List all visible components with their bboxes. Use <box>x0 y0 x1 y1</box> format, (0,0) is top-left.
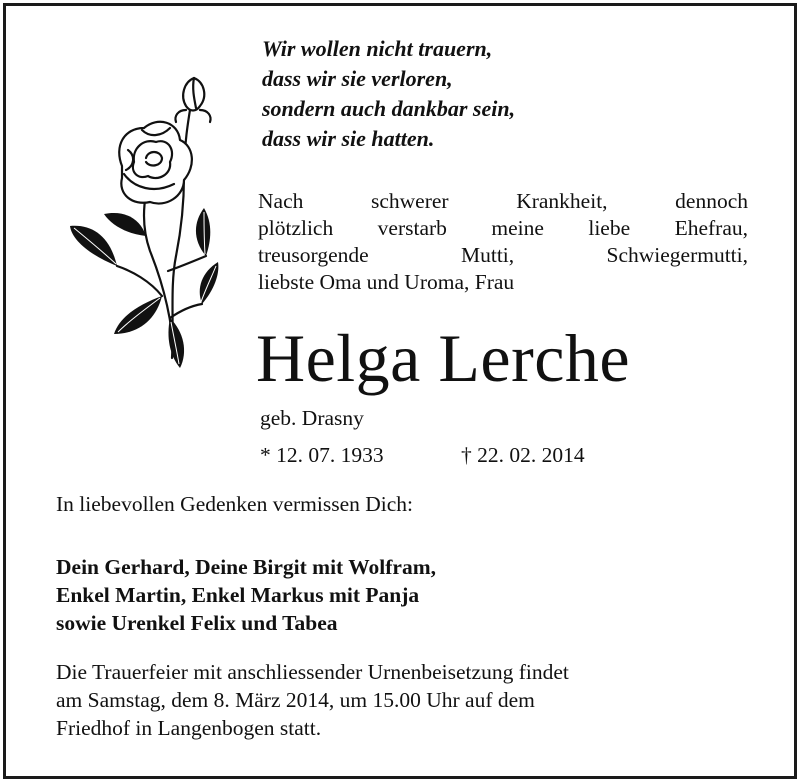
birth-name: geb. Drasny <box>260 406 364 430</box>
poem-line: Wir wollen nicht trauern, <box>262 36 493 61</box>
notice-line: plötzlich verstarb meine liebe Ehefrau, <box>258 216 748 240</box>
poem-line: dass wir sie verloren, <box>262 66 453 91</box>
mourners-line: sowie Urenkel Felix und Tabea <box>56 611 338 635</box>
funeral-line: Die Trauerfeier mit anschliessender Urnenbeisetzung findet <box>56 660 569 684</box>
birth-date: * 12. 07. 1933 <box>260 443 384 467</box>
death-date: † 22. 02. 2014 <box>461 443 585 467</box>
notice-line: Nach schwerer Krankheit, dennoch <box>258 189 748 213</box>
poem-line: sondern auch dankbar sein, <box>262 96 516 121</box>
funeral-info <box>56 658 569 742</box>
poem-line: dass wir sie hatten. <box>262 126 435 151</box>
death-notice-text <box>258 188 748 296</box>
deceased-name: Helga Lerche <box>256 320 631 396</box>
life-dates <box>260 443 585 468</box>
mourners-line: Enkel Martin, Enkel Markus mit Panja <box>56 583 420 607</box>
funeral-line: Friedhof in Langenbogen statt. <box>56 716 322 740</box>
memorial-poem <box>262 34 515 154</box>
notice-line: treusorgende Mutti, Schwiegermutti, <box>258 243 748 267</box>
mourners-intro: In liebevollen Gedenken vermissen Dich: <box>56 492 414 516</box>
notice-line: liebste Oma und Uroma, Frau <box>258 270 515 294</box>
mourners-list <box>56 553 436 637</box>
funeral-line: am Samstag, dem 8. März 2014, um 15.00 Uhr auf dem <box>56 688 535 712</box>
rose-illustration <box>62 66 222 386</box>
mourners-line: Dein Gerhard, Deine Birgit mit Wolfram, <box>56 555 436 579</box>
